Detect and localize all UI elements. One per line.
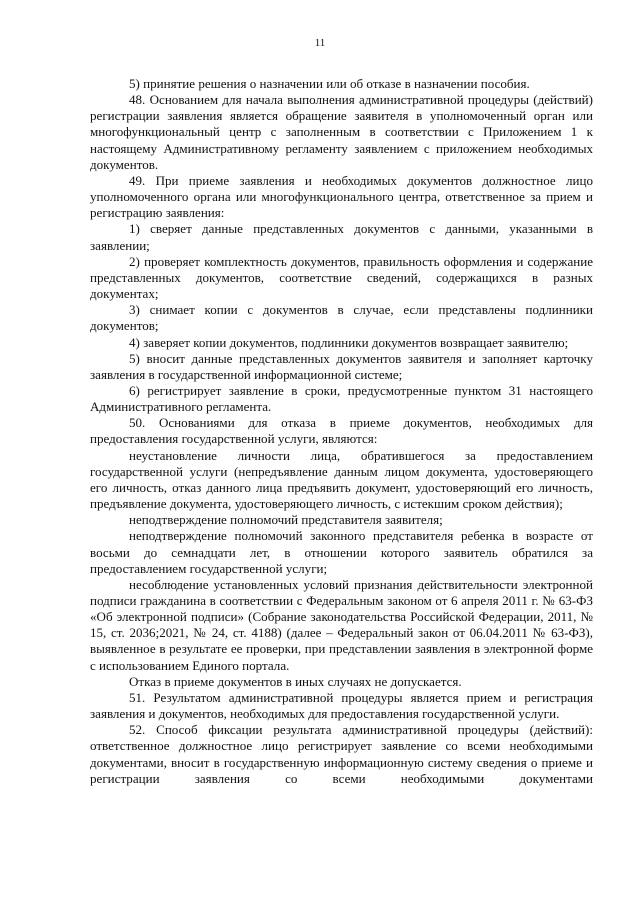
- paragraph-50-representative: неподтверждение полномочий представителя заявителя;: [129, 512, 443, 528]
- paragraph-49-item-4: 4) заверяет копии документов, подлинники документов возвращает заявителю;: [129, 334, 569, 350]
- paragraph-50-legal-representative: неподтверждение полномочий законного представителя ребенка в возрасте от восьми до семнадцати лет, в отношении которого заявитель обратился за предоставлением государственной услуги;: [90, 528, 593, 576]
- paragraph-48-basis: 48. Основанием для начала выполнения административной процедуры (действий) регистрации заявления является обращение заявителя в уполномоченный орган или многофункциональный центр с заполненным в соответствии с Приложением 1 к настоящему Административному регламенту заявлением с приложением необходимых документов.: [90, 92, 593, 172]
- paragraph-49-reception: 49. При приеме заявления и необходимых документов должностное лицо уполномоченного органа или многофункционального центра, ответственное за прием и регистрацию заявления:: [90, 172, 593, 221]
- paragraph-51-result: 51. Результатом административной процедуры является прием и регистрация заявления и документов, необходимых для предоставления государственной услуги.: [90, 689, 593, 722]
- page-number: 11: [314, 37, 326, 49]
- paragraph-item-5-decision: 5) принятие решения о назначении или об отказе в назначении пособия.: [129, 76, 530, 91]
- paragraph-50-identity: неустановление личности лица, обратившегося за предоставлением государственной услуги (непредъявление данным лицом документа, удостоверяющего его личность, отказ данного лица предъявить документ, удостоверяющий его личность, предъявление документа, удостоверяющего личность, с истекшим сроком действия);: [90, 447, 593, 512]
- paragraph-49-item-2: 2) проверяет комплектность документов, правильность оформления и содержание представленных документов, соответствие сведений, содержащихся в разных документах;: [90, 253, 593, 302]
- document-body: [90, 76, 593, 787]
- paragraph-50-refusal-grounds: 50. Основаниями для отказа в приеме документов, необходимых для предоставления государственной услуги, являются:: [90, 415, 593, 447]
- paragraph-49-item-5: 5) вносит данные представленных документов заявителя и заполняет карточку заявления в государственной информационной системе;: [90, 350, 593, 382]
- paragraph-49-item-3: 3) снимает копии с документов в случае, если представлены подлинники документов;: [90, 302, 593, 334]
- paragraph-49-item-1: 1) сверяет данные представленных документов с данными, указанными в заявлении;: [90, 221, 593, 253]
- paragraph-no-other-refusal: Отказ в приеме документов в иных случаях не допускается.: [129, 673, 462, 689]
- paragraph-52-fixation: 52. Способ фиксации результата административной процедуры (действий): ответственное должностное лицо регистрирует заявление со всеми необходимыми документами, вносит в государственную информационную систему сведения о приеме и регистрации заявления со всеми необходимыми документами: [90, 722, 593, 786]
- paragraph-50-electronic-signature: несоблюдение установленных условий признания действительности электронной подписи гражданина в соответствии с Федеральным законом от 6 апреля 2011 г. № 63-ФЗ «Об электронной подписи» (Собрание законодательства Российской Федерации, 2011, № 15, ст. 2036;2021, № 24, ст. 4188) (далее – Федеральный закон от 06.04.2011 № 63-ФЗ), выявленное в результате ее проверки, при представлении заявления в электронной форме с использованием Единого портала.: [90, 576, 593, 673]
- paragraph-49-item-6: 6) регистрирует заявление в сроки, предусмотренные пунктом 31 настоящего Административного регламента.: [90, 382, 593, 415]
